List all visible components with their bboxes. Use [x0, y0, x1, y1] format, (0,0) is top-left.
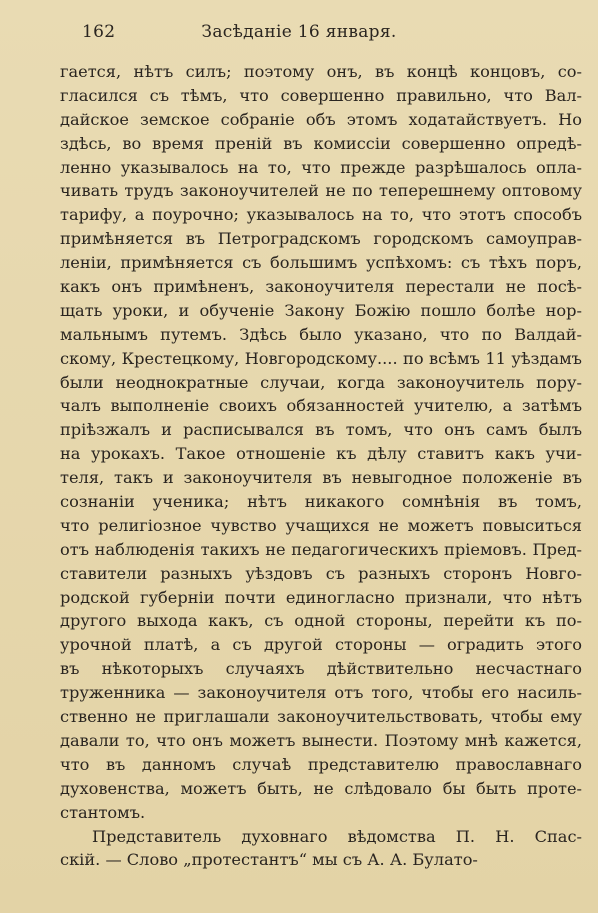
- text-line: что въ данномъ случаѣ представителю православнаго: [60, 754, 582, 774]
- text-line: гается, нѣтъ силъ; поэтому онъ, въ концѣ концовъ, со-: [60, 62, 582, 81]
- text-line: ленно указывалось на то, что прежде разрѣшалось опла-: [60, 157, 582, 177]
- running-title: Засѣданіе 16 января.: [201, 22, 397, 42]
- text-line: чивать трудъ законоучителей не по теперешнему оптовому: [60, 181, 582, 201]
- text-line: Представитель духовнаго вѣдомства П. Н. Спас-: [92, 826, 582, 846]
- text-line: труженника — законоучителя отъ того, чтобы его насиль-: [60, 683, 582, 703]
- text-line: ственно не приглашали законоучительствовать, чтобы ему: [60, 707, 582, 727]
- text-line: дайское земское собраніе объ этомъ ходатайствуетъ. Но: [60, 109, 582, 129]
- text-line: въ нѣкоторыхъ случаяхъ дѣйствительно несчастнаго: [60, 659, 582, 679]
- text-line: леніи, примѣняется съ большимъ успѣхомъ: съ тѣхъ поръ,: [60, 253, 582, 273]
- text-line: скому, Крестецкому, Новгородскому.... по всѣмъ 11 уѣздамъ: [60, 348, 582, 368]
- text-line: пріѣзжалъ и расписывался въ томъ, что онъ самъ былъ: [60, 420, 582, 440]
- text-line: щать уроки, и обученіе Закону Божію пошло болѣе нор-: [60, 300, 582, 320]
- text-line: мальнымъ путемъ. Здѣсь было указано, что по Валдай-: [60, 324, 582, 344]
- running-header: [60, 18, 538, 48]
- text-line: тарифу, а поурочно; указывалось на то, что этотъ способъ: [60, 205, 582, 225]
- text-line: гласился съ тѣмъ, что совершенно правильно, что Вал-: [60, 85, 582, 105]
- text-line: урочной платѣ, а съ другой стороны — оградить этого: [60, 635, 582, 655]
- text-line: на урокахъ. Такое отношеніе къ дѣлу ставитъ какъ учи-: [60, 444, 582, 464]
- text-line: давали то, что онъ можетъ вынести. Поэтому мнѣ кажется,: [60, 730, 582, 750]
- text-line: чалъ выполненіе своихъ обязанностей учителю, а затѣмъ: [60, 396, 582, 416]
- page-number: 162: [82, 22, 116, 42]
- text-line: родской губерніи почти единогласно признали, что нѣтъ: [60, 587, 582, 607]
- body-text: [60, 60, 582, 872]
- text-line: стантомъ.: [60, 802, 146, 822]
- text-line: скій. — Слово „протестантъ“ мы съ А. А. Булато-: [60, 850, 478, 870]
- text-line: другого выхода какъ, съ одной стороны, перейти къ по-: [60, 611, 582, 631]
- text-line: сознаніи ученика; нѣтъ никакого сомнѣнія въ томъ,: [60, 492, 582, 512]
- text-line: что религіозное чувство учащихся не можетъ повыситься: [60, 515, 582, 535]
- text-line: отъ наблюденія такихъ не педагогическихъ пріемовъ. Пред-: [60, 539, 582, 559]
- text-line: ставители разныхъ уѣздовъ съ разныхъ сторонъ Новго-: [60, 563, 582, 583]
- text-line: какъ онъ примѣненъ, законоучителя перестали не посѣ-: [60, 277, 582, 297]
- text-line: были неоднократные случаи, когда законоучитель пору-: [60, 372, 582, 392]
- text-line: здѣсь, во время преній въ комиссіи совершенно опредѣ-: [60, 133, 582, 153]
- text-line: духовенства, можетъ быть, не слѣдовало бы быть проте-: [60, 778, 582, 798]
- text-line: теля, такъ и законоучителя въ невыгодное положеніе въ: [60, 468, 582, 488]
- text-line: примѣняется въ Петроградскомъ городскомъ самоуправ-: [60, 229, 582, 249]
